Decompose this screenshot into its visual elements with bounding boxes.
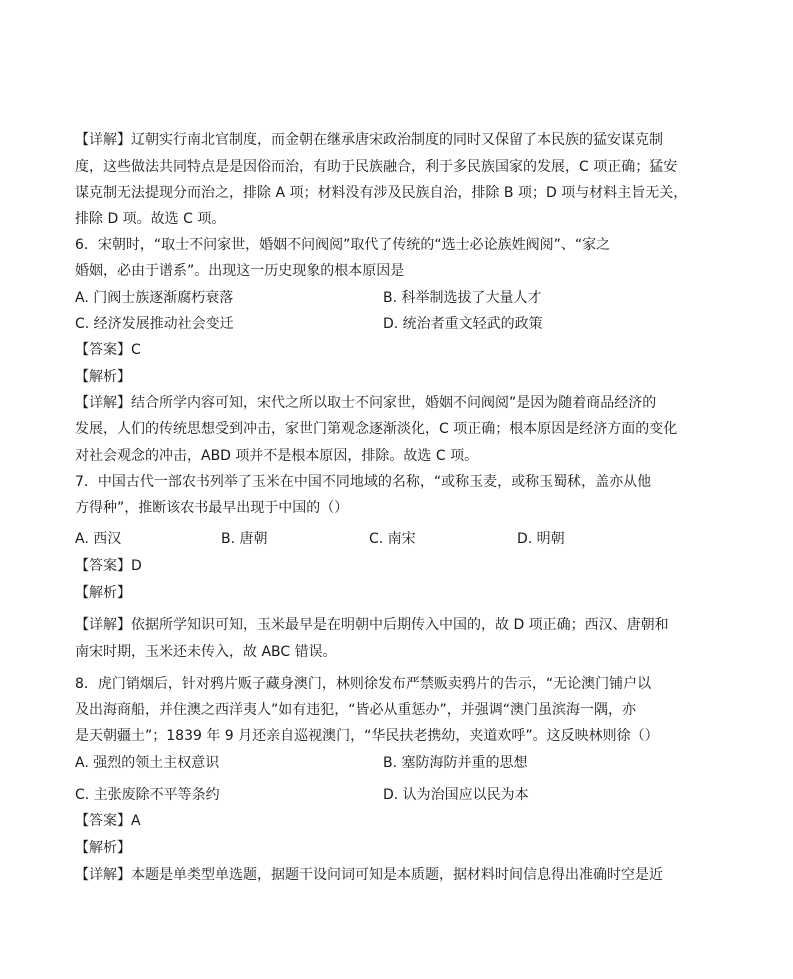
q7-option-a: A. 西汉 (75, 531, 122, 547)
q8-stem-line-2: 及出海商船，并住澳之西洋夷人”如有违犯，“皆必从重惩办”，并强调“澳门虽滨海一隅，亦 (75, 702, 637, 718)
q6-option-b: B. 科举制选拔了大量人才 (383, 290, 542, 306)
q6-answer: 【答案】C (75, 342, 141, 358)
q6-stem-line-1: 6．宋朝时，“取士不问家世，婚姻不问阀阅”取代了传统的“选士必论族姓阀阅”、“家之 (75, 237, 611, 253)
q8-stem-line-3: 是天朝疆土”；1839 年 9 月还亲自巡视澳门，“华民扶老携幼，夹道欢呼”。这反映林则徐（） (75, 728, 659, 744)
q7-option-d: D. 明朝 (517, 531, 565, 547)
q8-option-d: D. 认为治国应以民为本 (383, 787, 529, 803)
q7-analysis-label: 【解析】 (75, 585, 131, 601)
q5-explanation-line-1: 【详解】辽朝实行南北官制度，而金朝在继承唐宋政治制度的同时又保留了本民族的猛安谋克制 (75, 132, 663, 148)
q6-explanation-line-1: 【详解】结合所学内容可知，宋代之所以取士不问家世，婚姻不问阀阅”是因为随着商品经济的 (75, 395, 657, 411)
q5-explanation-line-4: 排除 D 项。故选 C 项。 (75, 211, 226, 227)
q7-answer: 【答案】D (75, 558, 142, 574)
q7-option-b: B. 唐朝 (221, 531, 268, 547)
q5-explanation-line-3: 谋克制无法提现分而治之，排除 A 项；材料没有涉及民族自治，排除 B 项；D 项与材料主旨无关， (75, 185, 688, 201)
q8-option-c: C. 主张废除不平等条约 (75, 787, 220, 803)
q6-explanation-line-3: 对社会观念的冲击，ABD 项并不是根本原因，排除。故选 C 项。 (75, 448, 479, 464)
q8-option-b: B. 塞防海防并重的思想 (383, 755, 528, 771)
q7-explanation-line-2: 南宋时期，玉米还未传入，故 ABC 错误。 (75, 644, 337, 660)
q8-answer: 【答案】A (75, 813, 141, 829)
q6-option-a: A. 门阀士族逐渐腐朽衰落 (75, 290, 234, 306)
q7-option-c: C. 南宋 (369, 531, 416, 547)
q8-option-a: A. 强烈的领土主权意识 (75, 755, 220, 771)
q7-stem-line-2: 方得种”，推断该农书最早出现于中国的（） (75, 500, 349, 516)
q6-option-d: D. 统治者重文轻武的政策 (383, 316, 543, 332)
q8-explanation-line-1: 【详解】本题是单类型单选题，据题干设问词可知是本质题，据材料时间信息得出准确时空是近 (75, 867, 663, 883)
q7-explanation-line-1: 【详解】依据所学知识可知，玉米最早是在明朝中后期传入中国的，故 D 项正确；西汉、唐朝和 (75, 617, 669, 633)
q8-stem-line-1: 8．虎门销烟后，针对鸦片贩子藏身澳门，林则徐发布严禁贩卖鸦片的告示，“无论澳门铺户以 (75, 676, 652, 692)
q6-explanation-line-2: 发展，人们的传统思想受到冲击，家世门第观念逐渐淡化，C 项正确；根本原因是经济方面的变化 (75, 421, 678, 437)
q6-option-c: C. 经济发展推动社会变迁 (75, 316, 234, 332)
q6-analysis-label: 【解析】 (75, 369, 131, 385)
q8-analysis-label: 【解析】 (75, 840, 131, 856)
q7-stem-line-1: 7．中国古代一部农书列举了玉米在中国不同地域的名称，“或称玉麦，或称玉蜀秫，盖亦从他 (75, 474, 652, 490)
q5-explanation-line-2: 度，这些做法共同特点是是因俗而治，有助于民族融合，利于多民族国家的发展，C 项正确；猛安 (75, 159, 678, 175)
q6-stem-line-2: 婚姻，必由于谱系”。出现这一历史现象的根本原因是 (75, 263, 405, 279)
